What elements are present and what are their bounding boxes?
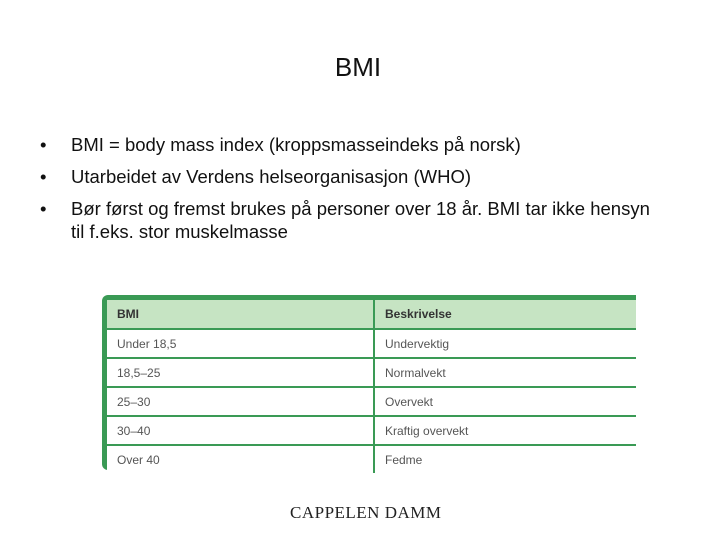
bullet-text: Bør først og fremst brukes på personer over 18 år. BMI tar ikke hensyn til f.eks. stor muskelmasse [71,198,650,242]
bullet-dot: • [40,134,47,155]
table-cell-description: Undervektig [374,329,636,358]
bullet-dot: • [40,166,47,187]
column-header-bmi: BMI [107,300,374,329]
table-cell-description: Normalvekt [374,358,636,387]
table-cell-bmi: Under 18,5 [107,329,374,358]
table-cell-description: Overvekt [374,387,636,416]
slide-title: BMI [334,52,382,82]
table-cell-description: Fedme [385,452,423,467]
bullet-list [40,133,650,243]
bmi-table [107,300,636,473]
table-cell-bmi: 18,5–25 [107,358,374,387]
table-header-row [107,300,636,329]
table-row [107,445,636,473]
bullet-item [40,133,650,156]
table-row [107,416,636,445]
table-row [107,387,636,416]
bullet-item [40,197,650,243]
bullet-text: BMI = body mass index (kroppsmasseindeks på norsk) [71,134,521,155]
bullet-text: Utarbeidet av Verdens helseorganisasjon (WHO) [71,166,471,187]
table-cell-bmi: 25–30 [107,387,374,416]
bmi-table-frame [102,295,636,470]
table-cell-bmi: Over 40 [107,445,374,473]
bullet-item [40,165,650,188]
table-row [107,358,636,387]
bullet-dot: • [40,198,47,219]
table-cell-description: Kraftig overvekt [374,416,636,445]
table-row [107,329,636,358]
publisher-logo: CAPPELEN DAMM [290,503,442,522]
table-cell-bmi: 30–40 [107,416,374,445]
column-header-description: Beskrivelse [374,300,636,329]
